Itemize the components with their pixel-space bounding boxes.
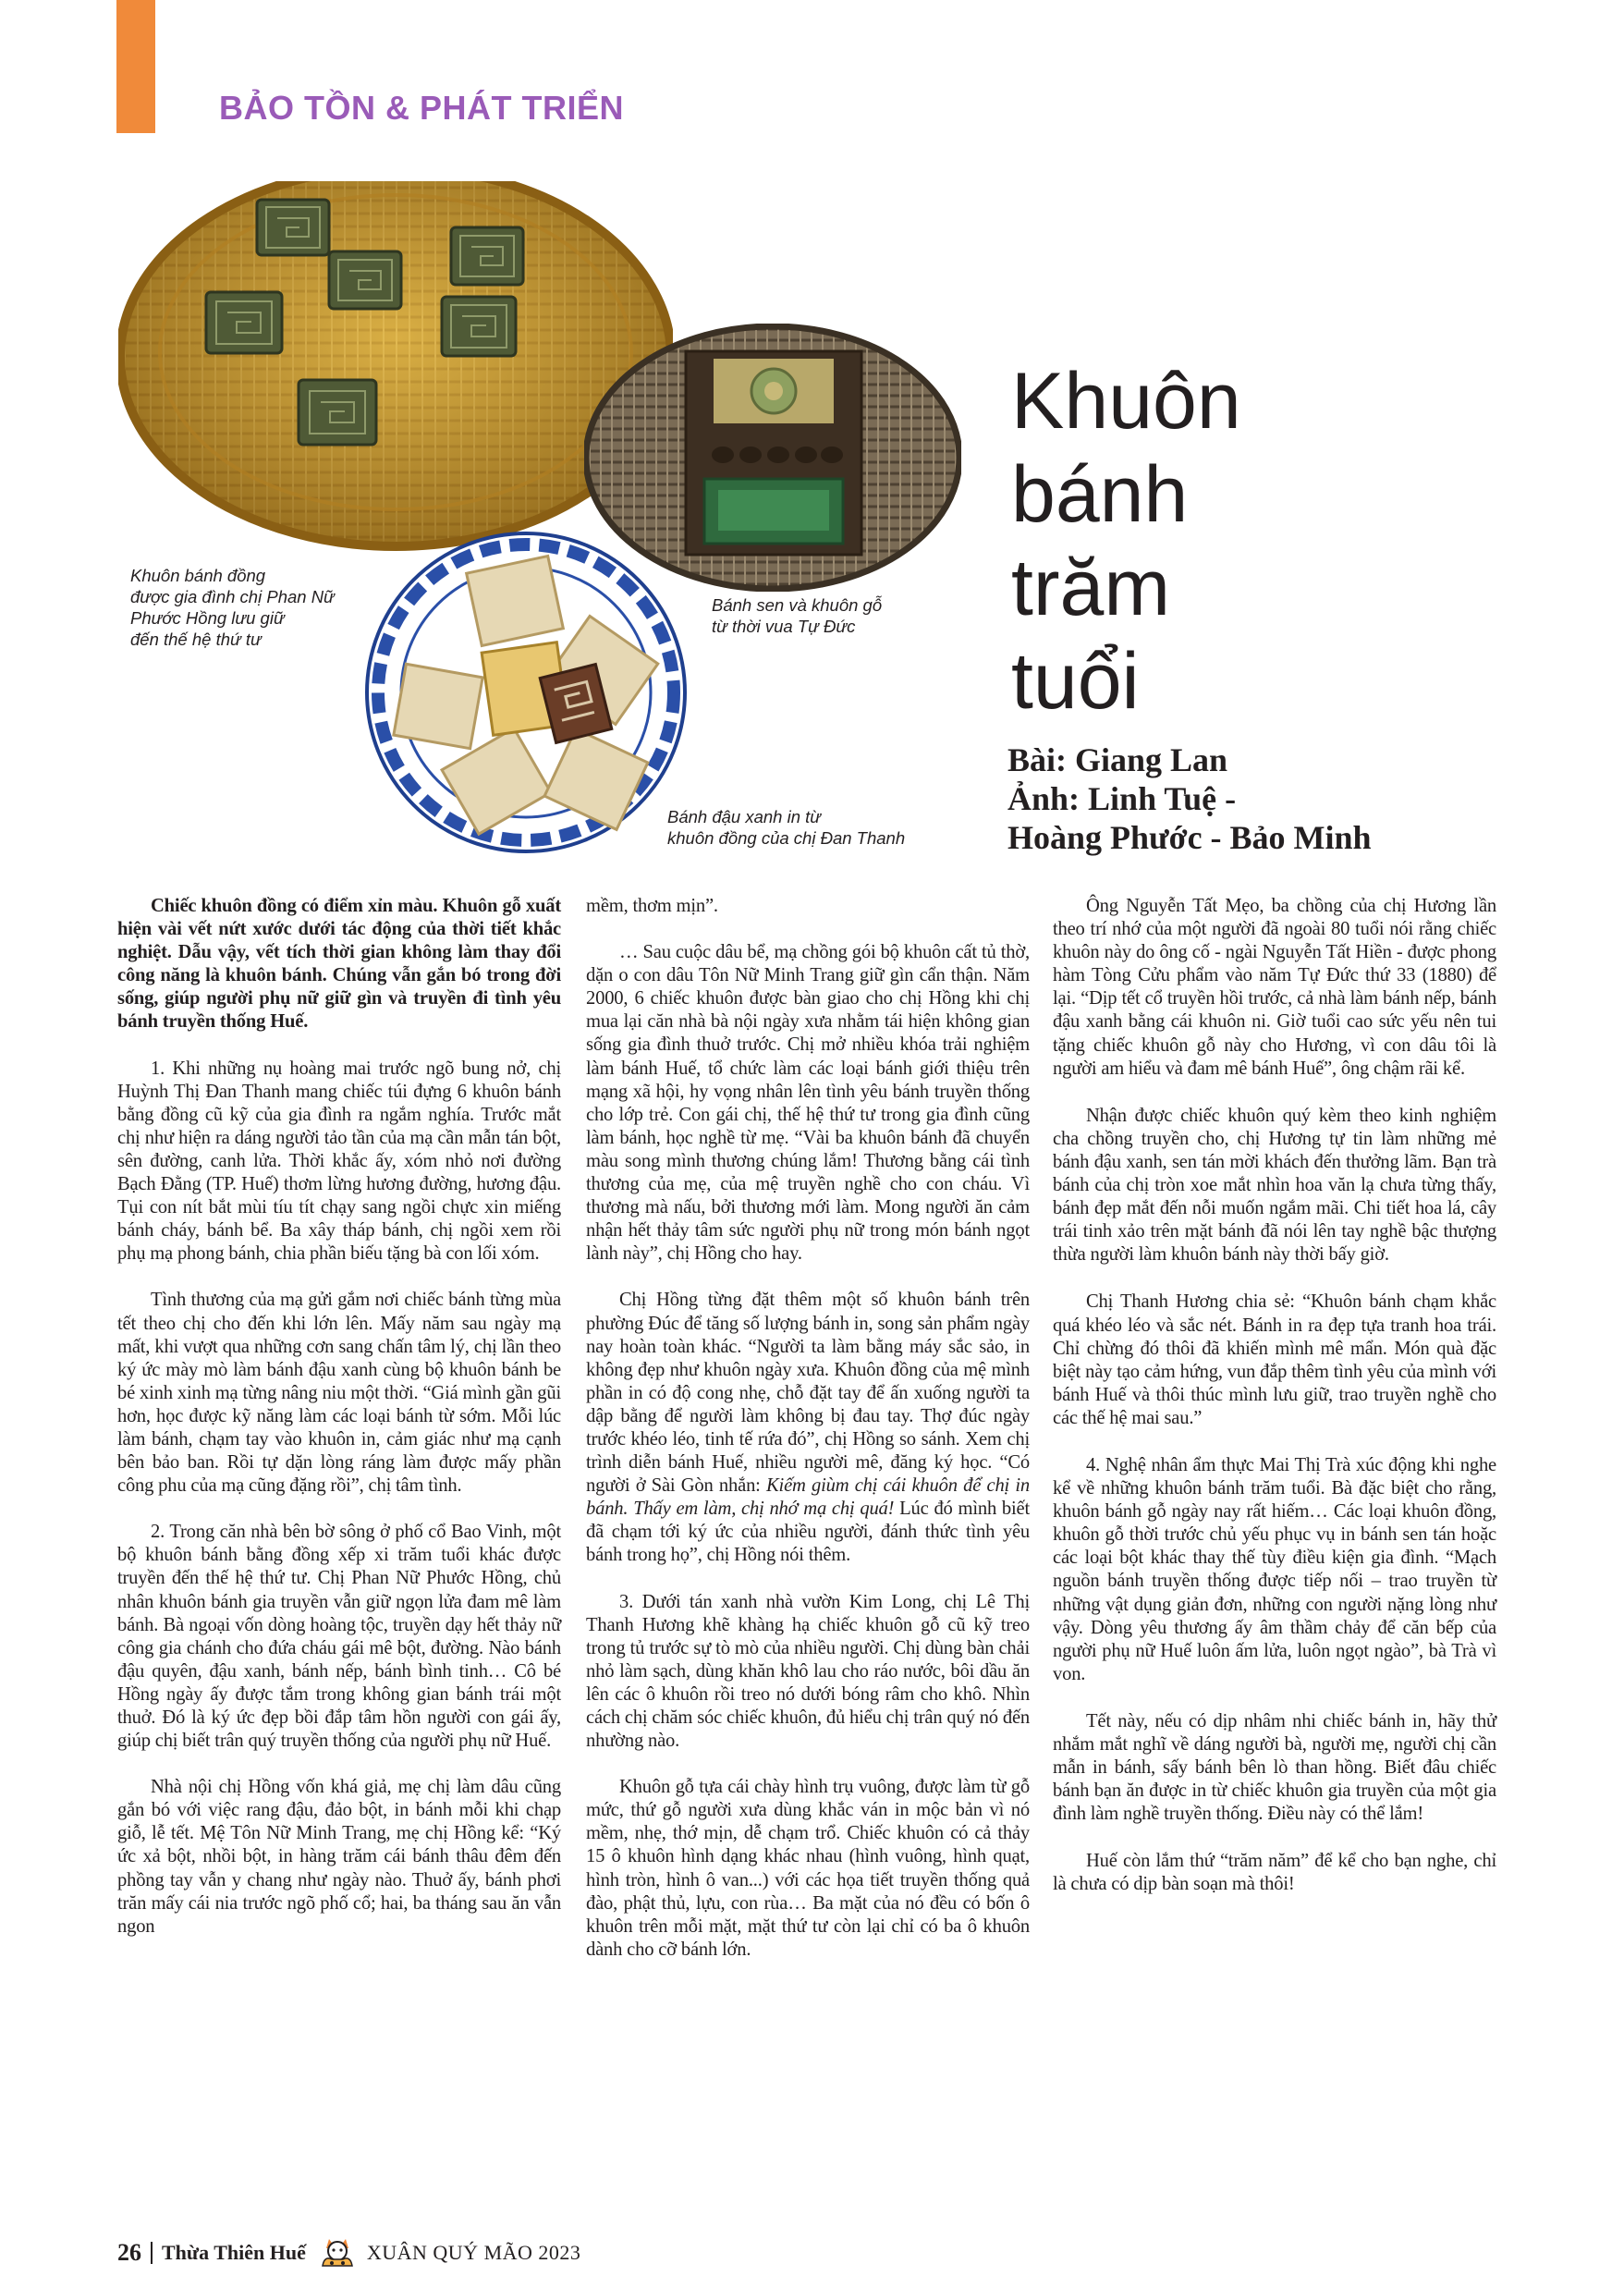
page-number: 26 <box>117 2239 141 2266</box>
caption-line: từ thời vua Tự Đức <box>712 617 856 636</box>
article-title <box>1011 355 1241 728</box>
caption-line: Bánh sen và khuôn gỗ <box>712 595 883 615</box>
byline-photo: Hoàng Phước - Bảo Minh <box>1007 819 1372 856</box>
caption-line: Khuôn bánh đồng <box>130 566 266 585</box>
caption-line: Phước Hồng lưu giữ <box>130 608 285 628</box>
body-column-2 <box>586 895 1030 1985</box>
body-paragraph: Ông Nguyễn Tất Mẹo, ba chồng của chị Hương lần theo trí nhớ của một người đã ngoài 80 tuổi nói rằng chiếc khuôn này do ông cố - ngài Nguyễn Tất Hiền - được phong hàm Tòng Cửu phẩm vào năm Tự Đức thứ 33 (1880) để lại. “Dịp tết cổ truyền hồi trước, cả nhà làm bánh nếp, bánh đậu xanh bằng cái khuôn ni. Giờ tuổi cao sức yếu nên tui tặng chiếc khuôn gỗ này cho Hương, vì con dâu tôi là người am hiểu và đam mê bánh Huế”, ông chậm rãi kể. <box>1053 896 1496 1079</box>
paragraph-text: Lúc đó mình biết đã chạm tới ký ức của nhiều người, đánh thức tình yêu bánh trong họ”, chị Hồng nói thêm. <box>586 1499 1030 1566</box>
body-paragraph: Nhà nội chị Hồng vốn khá giả, mẹ chị làm dâu cũng gắn bó với việc rang đậu, đảo bột, in bánh mỗi khi chạp giỗ, lễ tết. Mệ Tôn Nữ Minh Trang, mẹ chị Hồng kể: “Ký ức xả bột, nhồi bột, in hàng trăm cái bánh thâu đêm đến phồng tay vẫn y chang như ngày nào. Thuở ấy, bánh phơi trăn mấy cái nia trước ngõ phố cổ; hai, ba tháng sau ăn vẫn ngon <box>117 1777 561 1937</box>
body-paragraph: 3. Dưới tán xanh nhà vườn Kim Long, chị Lê Thị Thanh Hương khẽ khàng hạ chiếc khuôn gỗ cũ kỹ treo trong tủ trước sự tò mò của nhiều người. Chị dùng bàn chải nhỏ làm sạch, dùng khăn khô lau cho ráo nước, bôi dầu ăn lên các ô khuôn rồi treo nó dưới bóng râm cho khô. Nhìn cách chị chăm sóc chiếc khuôn, đủ hiểu chị trân quý nó đến nhường nào. <box>586 1591 1030 1752</box>
title-line: trăm <box>1011 544 1170 632</box>
caption-bronze-molds <box>130 565 335 650</box>
body-column-1 <box>117 895 561 1962</box>
body-paragraph: Tết này, nếu có dịp nhâm nhi chiếc bánh in, hãy thử nhắm mắt nghĩ về dáng người bà, người mẹ, người chị cần mẫn in bánh, sấy bánh bên lò than hồng. Biết đâu chiếc bánh bạn ăn được in từ chiếc khuôn gia truyền của một gia đình làm nghề truyền thống. Điều này có thể lắm! <box>1053 1710 1496 1825</box>
title-line: Khuôn <box>1011 357 1241 446</box>
byline <box>1007 740 1372 857</box>
byline-photo: Ảnh: Linh Tuệ - <box>1007 780 1237 817</box>
body-paragraph: Chị Thanh Hương chia sẻ: “Khuôn bánh chạm khắc quá khéo léo và sắc nét. Bánh in ra đẹp tựa tranh hoa trái. Chỉ chừng đó thôi đã khiến mình mê mẩn. Món quà đặc biệt này tạo cảm hứng, vun đắp thêm tình yêu của mình với bánh Huế và thôi thúc mình lưu giữ, trao truyền nghề cho các thế hệ mai sau.” <box>1053 1291 1496 1428</box>
caption-mung-bean-cakes <box>667 806 905 849</box>
caption-line: khuôn đồng của chị Đan Thanh <box>667 828 906 848</box>
section-label: BẢO TỒN & PHÁT TRIỂN <box>219 89 624 127</box>
body-paragraph: Khuôn gỗ tựa cái chày hình trụ vuông, được làm từ gỗ mức, thứ gỗ người xưa dùng khắc ván in mộc bản vì nó mềm, nhẹ, thớ mịn, dễ chạm trổ. Chiếc khuôn có cả thảy 15 ô khuôn hình dạng khác nhau (hình vuông, hình quạt, hình tròn, hình ô van...) với các họa tiết truyền thống quả đào, phật thủ, lựu, con rùa… Ba mặt của nó đều có bốn ô khuôn trên mỗi mặt, mặt thứ tư còn lại chỉ có ba ô khuôn dành cho cỡ bánh lớn. <box>586 1777 1030 1960</box>
photo-mung-bean-cakes-plate <box>362 532 690 853</box>
cat-mascot-icon <box>319 2235 356 2271</box>
footer-divider <box>151 2242 153 2264</box>
section-color-tab <box>116 0 155 133</box>
paragraph-text: Chị Hồng từng đặt thêm một số khuôn bánh trên phường Đúc để tăng số lượng bánh in, song sản phẩm ngày nay hoàn toàn khác. “Người ta làm bằng máy sắc sảo, in không đẹp như khuôn ngày xưa. Khuôn đồng của mệ mình phần in có độ cong nhẹ, chỗ đặt tay để ấn xuống người ta dập bằng để người làm không bị đau tay. Thợ đúc ngày trước khéo léo, tinh tế rứa đó”, chị Hồng so sánh. Xem chị trình diễn bánh Huế, nhiều người mê, đăng ký học. “Có người ở Sài Gòn nhắn: <box>586 1290 1030 1497</box>
caption-line: đến thế hệ thứ tư <box>130 630 262 649</box>
byline-author: Bài: Giang Lan <box>1007 741 1228 778</box>
page-footer <box>117 2237 580 2269</box>
body-paragraph: … Sau cuộc dâu bể, mạ chồng gói bộ khuôn cất tủ thờ, dặn o con dâu Tôn Nữ Minh Trang giữ gìn cẩn thận. Năm 2000, 6 chiếc khuôn được bàn giao cho chị Hồng khi chị mua lại căn nhà bà nội ngày xưa nhằm tái hiện không gian sống gia đình thuở trước. Chị mở nhiều khóa trải nghiệm làm bánh Huế, tổ chức làm các loại bánh giới thiệu trên mạng xã hội, hy vọng nhân lên tình yêu bánh truyền thống cho lớp trẻ. Con gái chị, thế hệ thứ tư trong gia đình cũng làm bánh, học nghề từ mẹ. “Vài ba khuôn bánh đã chuyển màu song mình thương chúng lắm! Thương bằng cái tình thương của mẹ, của mệ truyền nghề cho con cháu. Vì thương mà nấu, bởi thương mới làm. Mong người ăn cảm nhận hết thảy tâm sức người phụ nữ trong món bánh ngọt lành này”, chị Hồng cho hay. <box>586 942 1030 1265</box>
title-line: bánh <box>1011 450 1189 539</box>
title-line: tuổi <box>1011 637 1140 726</box>
magazine-name: Thừa Thiên Huế <box>162 2241 306 2264</box>
caption-wooden-mold <box>712 594 882 637</box>
quote-italic: Kiếm giùm chị cái khuôn để chị in bánh. Thấy em làm, chị nhớ mạ chị quá! <box>586 1475 1030 1520</box>
body-column-3 <box>1053 895 1496 1921</box>
body-paragraph: 2. Trong căn nhà bên bờ sông ở phố cổ Bao Vinh, một bộ khuôn bánh bằng đồng xếp xi trăm tuổi khác được truyền đến thế hệ thứ tư. Chị Phan Nữ Phước Hồng, chủ nhân khuôn bánh gia truyền vẫn giữ ngọn lửa đam mê làm bánh. Bà ngoại vốn dòng hoàng tộc, truyền dạy hết thảy nữ công gia chánh cho đứa cháu gái mê bột, đường. Nào bánh đậu quyên, đậu xanh, bánh nếp, bánh bình tinh… Cô bé Hồng ngày ấy được tắm trong không gian bánh trái một thuở. Đó là ký ức đẹp bồi đắp tâm hồn người con gái ấy, giúp chị biết trân quý truyền thống của người phụ nữ Huế. <box>117 1522 561 1752</box>
caption-line: được gia đình chị Phan Nữ <box>130 587 335 606</box>
body-paragraph: Nhận được chiếc khuôn quý kèm theo kinh nghiệm cha chồng truyền cho, chị Hương tự tin làm những mẻ bánh đậu xanh, sen tán mời khách đến thưởng lãm. Bạn trà bánh của chị tròn xoe mắt nhìn hoa văn lạ chưa từng thấy, bánh đẹp mắt đến nỗi muốn ngắm mãi. Chi tiết hoa lá, cây trái tinh xảo trên mặt bánh đã nói lên tay nghề bậc thượng thừa người làm khuôn bánh này thời bấy giờ. <box>1053 1105 1496 1266</box>
body-paragraph: 1. Khi những nụ hoàng mai trước ngõ bung nở, chị Huỳnh Thị Đan Thanh mang chiếc túi đựng 6 khuôn bánh bằng đồng cũ kỹ của gia đình ra ngắm nghía. Trước mắt chị như hiện ra dáng người tảo tần của mạ cần mẫn tán bột, sên đường, canh lửa. Thời khắc ấy, xóm nhỏ nơi đường Bạch Đằng (TP. Huế) thơm lừng hương đường, hương đậu. Tụi con nít bắt mùi tíu tít chạy sang ngồi chực xin miếng bánh cháy, bánh bể. Ba xây tháp bánh, chị ngồi xem rồi phụ mạ phong bánh, chia phần biếu tặng bà con lối xóm. <box>117 1058 561 1265</box>
body-paragraph: mềm, thơm mịn”. <box>586 896 718 916</box>
body-paragraph <box>586 1289 1030 1567</box>
body-paragraph: 4. Nghệ nhân ẩm thực Mai Thị Trà xúc động khi nghe kể về những khuôn bánh trăm tuổi. Bà đặc biệt cho rằng, khuôn bánh gỗ ngày nay rất hiếm… Các loại khuôn đồng, khuôn gỗ thời trước chủ yếu phục vụ in bánh sen tán hoặc các loại bột khác thay thế tùy điều kiện gia đình. “Mạch nguồn bánh truyền thống được tiếp nối – trao truyền từ những vật dụng giản đơn, những con người nặng lòng như vậy. Dòng yêu thương ấy âm thầm chảy để căn bếp của người phụ nữ Huế luôn ấm lửa, luôn ngọt ngào”, bà Trà vì von. <box>1053 1454 1496 1684</box>
lead-paragraph: Chiếc khuôn đồng có điểm xỉn màu. Khuôn gỗ xuất hiện vài vết nứt xước dưới tác động của thời tiết khắc nghiệt. Dẫu vậy, vết tích thời gian không làm thay đổi công năng là khuôn bánh. Chúng vẫn gắn bó trong đời sống, giúp người phụ nữ giữ gìn và truyền đi tình yêu bánh truyền thống Huế. <box>117 896 561 1033</box>
body-paragraph: Tình thương của mạ gửi gắm nơi chiếc bánh từng mùa tết theo chị cho đến khi lớn lên. Mấy năm sau ngày mạ mất, khi vượt qua những cơn sang chấn tâm lý, chị lần theo ký ức mày mò làm bánh đậu xanh cùng bộ khuôn bánh be bé xinh xinh mạ từng nâng niu một thời. “Giá mình gần gũi hơn, học được kỹ năng làm các loại bánh từ sớm. Mỗi lúc làm bánh, chạm tay vào khuôn in, cảm giác như mạ cạnh bên bảo ban. Rồi tự dặn lòng ráng làm được mấy phần công phu của mạ cũng đặng rồi”, chị tâm tình. <box>117 1290 561 1497</box>
body-paragraph: Huế còn lắm thứ “trăm năm” để kể cho bạn nghe, chỉ là chưa có dịp bàn soạn mà thôi! <box>1053 1851 1496 1895</box>
caption-line: Bánh đậu xanh in từ <box>667 807 822 826</box>
issue-label: XUÂN QUÝ MÃO 2023 <box>366 2241 581 2264</box>
